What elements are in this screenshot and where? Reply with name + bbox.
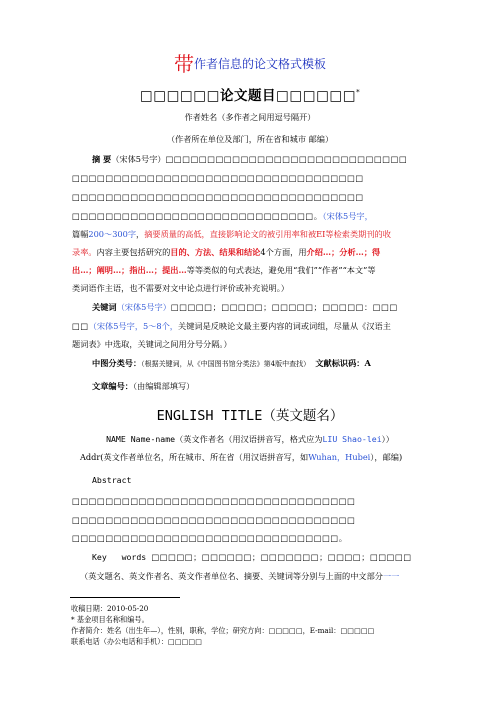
abstract-line-7	[72, 265, 376, 276]
keywords-note: （宋体5号字）	[116, 302, 171, 312]
abstract-line-4	[72, 211, 373, 222]
template-title-char: 带	[173, 52, 194, 76]
english-note-text: （英文题名、英文作者名、英文作者单位名、摘要、关键词等分别与上面的中文部分	[80, 571, 383, 581]
abstract-line-1	[92, 154, 407, 165]
keywords-line-2	[72, 321, 391, 332]
footnote-bio: 作者简介：姓名（出生年—），性别，职称，学位；研究方向：□□□□□，E-mail：□□□□□	[71, 626, 375, 635]
english-address-example: Wuhan，Hubei	[308, 452, 371, 462]
abstract-red-bold: 出…；阐明…；指出…；提出…	[72, 265, 187, 275]
footnote-fund: * 基金项目名称和编号。	[71, 615, 149, 624]
article-number-line	[92, 381, 194, 392]
paper-title-suffix: □□□□□□	[276, 88, 357, 104]
abstract-line-6	[72, 247, 380, 258]
keywords-label: 关键词	[92, 302, 117, 312]
keywords-boxes: □□□□□；□□□□□；□□□□□；□□□□□：□□□	[170, 302, 398, 312]
abstract-line-8: 类词语作主语，也不需要对文中论点进行评价或补充说明。）	[72, 283, 289, 293]
english-abstract-line-1: □□□□□□□□□□□□□□□□□□□□□□□□□□□□□□□□□□	[72, 496, 356, 506]
footnote-received: 收稿日期：2010-05-20	[71, 604, 149, 613]
template-title	[0, 52, 500, 76]
english-name-text: ））	[381, 434, 394, 444]
author-names: 作者姓名（多作者之间用逗号隔开）	[184, 112, 316, 122]
english-note-blue: 一一	[382, 571, 400, 581]
clc-label: 中图分类号：	[92, 358, 142, 368]
english-note-line	[80, 571, 399, 582]
template-title-text: 作者信息的论文格式模板	[193, 57, 326, 71]
english-address-text: Addr(英文作者单位名，所在城市、所在省（用汉语拼音写，如	[80, 452, 309, 462]
english-address-line	[80, 452, 402, 463]
abstract-boxes-1: □□□□□□□□□□□□□□□□□□□□□□□□□□□□□	[165, 154, 408, 164]
abstract-note: （宋体5号字）	[111, 154, 166, 164]
english-name-text: NAME Name-name（英文作者名（用汉语拼音写，格式应为	[106, 434, 323, 444]
keywords-line-1	[92, 302, 398, 313]
article-number-note: （由编辑部填写）	[132, 381, 195, 391]
abstract-text: ，	[136, 229, 145, 239]
abstract-boxes-4: □□□□□□□□□□□□□□□□□□□□□□□□□□□□□。	[72, 211, 323, 221]
abstract-line-5	[72, 229, 391, 240]
footnote-separator	[70, 597, 180, 598]
clc-line	[92, 358, 371, 370]
english-name-line	[0, 434, 500, 445]
english-keywords-label: Key words	[92, 552, 147, 562]
english-abstract-label: Abstract	[92, 475, 132, 485]
abstract-text: 等等类似的句式表达，避免用“我们”“作者”“本文”等	[186, 265, 376, 275]
english-name-example: LIU Shao-lei	[322, 434, 382, 444]
english-title: ENGLISH TITLE（英文题名）	[156, 408, 344, 424]
doc-code-value: A	[364, 358, 371, 368]
paper-title	[0, 84, 500, 104]
abstract-text: 内容主要包括研究的	[96, 247, 171, 257]
abstract-text: 篇幅	[72, 229, 89, 239]
abstract-text: 4个方面，用	[260, 247, 307, 257]
english-keywords-boxes: □□□□□；□□□□□□；□□□□□□□；□□□□；□□□□□	[151, 552, 412, 562]
article-number-label: 文章编号：	[92, 381, 133, 391]
paper-title-text: 论文题目	[220, 88, 276, 104]
abstract-red-bold: 介绍…；分析…；得	[306, 247, 381, 257]
abstract-length: 200～300字	[88, 229, 137, 239]
abstract-red-bold: 目的、方法、结果和结论	[170, 247, 261, 257]
paper-title-marker: *	[356, 88, 361, 97]
keywords-font-note: （宋体5号字，5～8个，	[88, 321, 178, 331]
english-abstract-line-2: □□□□□□□□□□□□□□□□□□□□□□□□□□□□□□□□□□	[72, 515, 356, 525]
english-abstract-line-3: □□□□□□□□□□□□□□□□□□□□□□□□□□□□□□□□。	[72, 533, 348, 543]
english-keywords-line	[92, 552, 412, 563]
author-affiliation: （作者所在单位及部门，所在省和城市 邮编）	[166, 134, 334, 144]
abstract-font-note: （宋体5号字，	[322, 211, 373, 221]
abstract-label: 摘 要	[92, 154, 112, 164]
abstract-line-3: □□□□□□□□□□□□□□□□□□□□□□□□□□□□□□□□□□□	[72, 192, 364, 202]
keywords-text: 关键词是反映论文最主要内容的词或词组，尽量从《汉语主	[178, 321, 391, 331]
footnote-phone: 联系电话（办公电话和手机）：□□□□□	[71, 637, 202, 646]
abstract-quality-note: 摘要质量的高低，直接影响论文的被引用率和被EI等检索类期刊的收	[144, 229, 391, 239]
paper-title-prefix: □□□□□□	[139, 88, 220, 104]
doc-code-label: 文献标识码：	[315, 358, 365, 368]
keywords-line-3: 题词表》中选取，关键词之间用分号分隔。）	[72, 339, 232, 349]
abstract-line-2: □□□□□□□□□□□□□□□□□□□□□□□□□□□□□□□□□□□	[72, 173, 364, 183]
english-address-text: ），邮编)	[370, 452, 403, 462]
clc-note: （根据关键词，从《中国图书馆分类法》第4版中查找）	[141, 360, 311, 368]
abstract-red-text: 录率。	[72, 247, 97, 257]
keywords-boxes-2: □□	[72, 321, 89, 331]
